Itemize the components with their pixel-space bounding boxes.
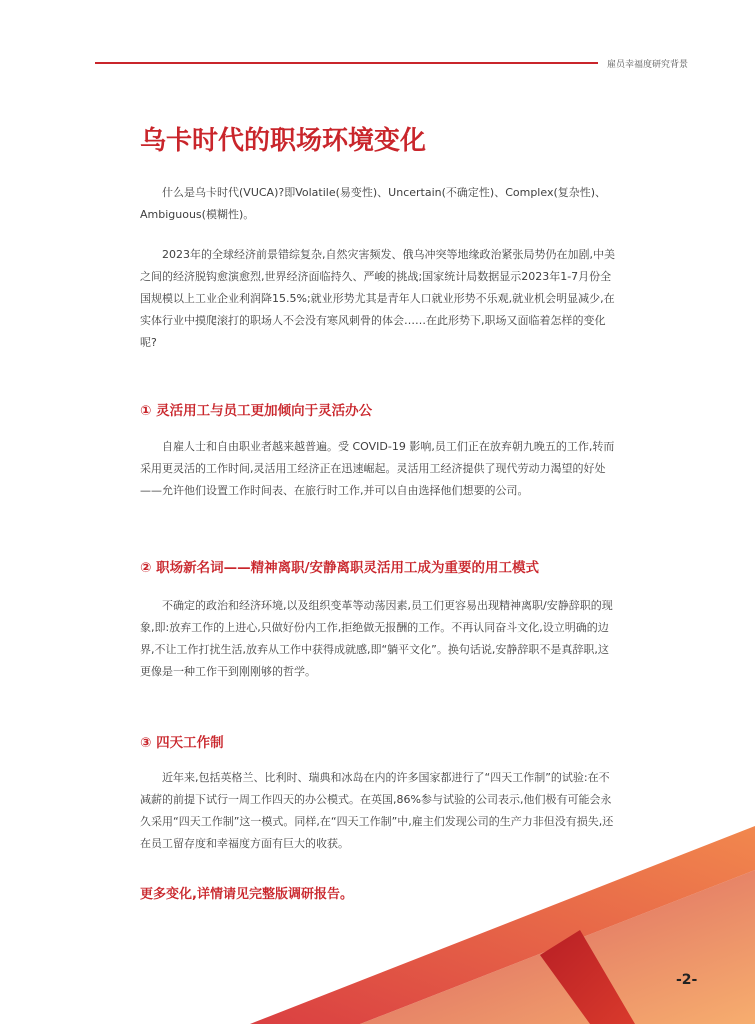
header-section-label: 雇员幸福度研究背景 bbox=[607, 60, 689, 70]
section-heading-1: ① 灵活用工与员工更加倾向于灵活办公 bbox=[140, 403, 373, 419]
section-heading-3: ③ 四天工作制 bbox=[140, 735, 224, 751]
more-changes-note: 更多变化,详情请见完整版调研报告。 bbox=[140, 887, 353, 902]
page-title: 乌卡时代的职场环境变化 bbox=[140, 126, 427, 156]
intro-paragraph-2: 2023年的全球经济前景错综复杂,自然灾害频发、俄乌冲突等地缘政治紧张局势仍在加剧,中美之间的经济脱钩愈演愈烈,世界经济面临持久、严峻的挑战;国家统计局数据显示2023年1-7月份全国规模以上工业企业利润降15.5%;就业形势尤其是青年人口就业形势不乐观,就业机会明显减少,在实体行业中摸爬滚打的职场人不会没有寒风刺骨的体会……在此形势下,职场又面临着怎样的变化呢? bbox=[140, 248, 615, 349]
section-heading-2: ② 职场新名词——精神离职/安静离职灵活用工成为重要的用工模式 bbox=[140, 560, 540, 576]
section-body-1: 自雇人士和自由职业者越来越普遍。受 COVID-19 影响,员工们正在放弃朝九晚五的工作,转而采用更灵活的工作时间,灵活用工经济正在迅速崛起。灵活用工经济提供了现代劳动力渴望的好处——允许他们设置工作时间表、在旅行时工作,并可以自由选择他们想要的公司。 bbox=[140, 440, 615, 497]
section-body-2: 不确定的政治和经济环境,以及组织变革等动荡因素,员工们更容易出现精神离职/安静辞职的现象,即:放弃工作的上进心,只做好份内工作,拒绝做无报酬的工作。不再认同奋斗文化,设立明确的边界,不让工作打扰生活,放弃从工作中获得成就感,即“躺平文化”。换句话说,安静辞职不是真辞职,这更像是一种工作干到刚刚够的哲学。 bbox=[140, 599, 613, 678]
section-body-3: 近年来,包括英格兰、比利时、瑞典和冰岛在内的许多国家都进行了“四天工作制”的试验:在不减薪的前提下试行一周工作四天的办公模式。在英国,86%参与试验的公司表示,他们极有可能会永久采用“四天工作制”这一模式。同样,在“四天工作制”中,雇主们发现公司的生产力非但没有损失,还在员工留存度和幸福度方面有巨大的收获。 bbox=[140, 771, 614, 850]
page-number: -2- bbox=[676, 972, 698, 988]
intro-paragraph-1: 什么是乌卡时代(VUCA)?即Volatile(易变性)、Uncertain(不确定性)、Complex(复杂性)、Ambiguous(模糊性)。 bbox=[140, 186, 607, 221]
